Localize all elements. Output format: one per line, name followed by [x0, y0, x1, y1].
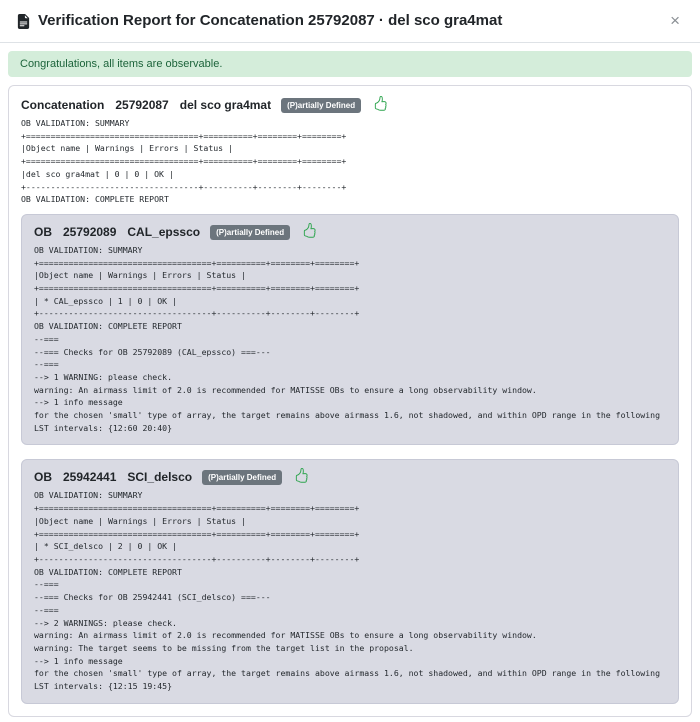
report-line: +-----------------------------------+----------+--------+--------+: [34, 553, 360, 564]
close-icon[interactable]: ×: [666, 10, 684, 31]
report-line: --===: [34, 604, 59, 615]
concatenation-name: del sco gra4mat: [179, 98, 272, 112]
ob-card-sci-delsco: [21, 459, 679, 703]
report-line: +-----------------------------------+----------+--------+--------+: [34, 308, 360, 319]
report-line: --> 1 WARNING: please check.: [34, 371, 173, 382]
ob-card-cal-epssco: [21, 214, 679, 446]
report-line: +===================================+==========+========+========+: [21, 130, 347, 141]
ob-type-label: OB: [34, 470, 52, 485]
report-line: --> 2 WARNINGS: please check.: [34, 617, 177, 628]
report-line: OB VALIDATION: SUMMARY: [34, 490, 143, 501]
modal-header: [0, 0, 700, 43]
report-line: for the chosen 'small' type of array, the target remains above airmass 1.6, not shadowed, and within OPD range in the following: [34, 668, 661, 679]
modal-title: Verification Report for Concatenation 25792087 · del sco gra4mat: [38, 12, 503, 29]
ob-id: 25942441: [63, 470, 117, 485]
report-line: --===: [34, 579, 59, 590]
status-badge: (P)artially Defined: [281, 98, 361, 113]
concatenation-validation-report: [21, 117, 679, 206]
report-line: +===================================+==========+========+========+: [34, 528, 360, 539]
ob-title-row: [34, 470, 666, 485]
report-line: for the chosen 'small' type of array, the target remains above airmass 1.6, not shadowed, and within OPD range in the following: [34, 410, 661, 421]
ob-title-row: [34, 225, 666, 240]
report-line: | * CAL_epssco | 1 | 0 | OK |: [34, 295, 177, 306]
thumbs-up-icon: [373, 96, 388, 111]
report-line: | * SCI_delsco | 2 | 0 | OK |: [34, 541, 177, 552]
concatenation-id: 25792087: [115, 98, 169, 112]
report-line: --> 1 info message: [34, 397, 123, 408]
report-line: warning: An airmass limit of 2.0 is recommended for MATISSE OBs to ensure a long observability window.: [34, 384, 537, 395]
report-line: |Object name | Warnings | Errors | Status |: [21, 143, 233, 154]
report-line: OB VALIDATION: SUMMARY: [21, 118, 130, 128]
ob-id: 25792089: [63, 224, 117, 239]
report-line: --> 1 info message: [34, 655, 123, 666]
ob-name: CAL_epssco: [127, 224, 201, 239]
report-line: --===: [34, 333, 59, 344]
report-line: LST intervals: {12:15 19:45}: [34, 681, 173, 692]
report-line: --=== Checks for OB 25942441 (SCI_delsco) ===---: [34, 592, 271, 603]
report-line: warning: An airmass limit of 2.0 is recommended for MATISSE OBs to ensure a long observability window.: [34, 630, 537, 641]
status-badge: (P)artially Defined: [210, 225, 290, 240]
report-line: +===================================+==========+========+========+: [34, 257, 360, 268]
report-line: |del sco gra4mat | 0 | 0 | OK |: [21, 168, 174, 179]
ob-validation-report: [34, 244, 666, 435]
report-document-icon: [16, 13, 31, 30]
report-line: |Object name | Warnings | Errors | Status |: [34, 515, 246, 526]
thumbs-up-icon: [302, 223, 317, 238]
concatenation-type-label: Concatenation: [21, 98, 105, 112]
report-line: OB VALIDATION: COMPLETE REPORT: [34, 566, 182, 577]
report-line: +===================================+==========+========+========+: [21, 156, 347, 167]
status-badge: (P)artially Defined: [202, 470, 282, 485]
report-line: --===: [34, 359, 59, 370]
report-line: |Object name | Warnings | Errors | Status |: [34, 270, 246, 281]
report-line: +===================================+==========+========+========+: [34, 283, 360, 294]
report-line: +-----------------------------------+----------+--------+--------+: [21, 181, 347, 192]
report-line: LST intervals: {12:60 20:40}: [34, 422, 173, 433]
report-line: +===================================+==========+========+========+: [34, 503, 360, 514]
ob-name: SCI_delsco: [127, 470, 193, 485]
concatenation-title-row: [21, 98, 679, 113]
ob-type-label: OB: [34, 224, 52, 239]
thumbs-up-icon: [294, 468, 309, 483]
report-line: warning: The target seems to be missing from the target list in the proposal.: [34, 642, 414, 653]
report-line: OB VALIDATION: COMPLETE REPORT: [21, 194, 169, 205]
report-line: OB VALIDATION: COMPLETE REPORT: [34, 321, 182, 332]
success-alert: Congratulations, all items are observable.: [8, 51, 692, 77]
concatenation-card: [8, 85, 692, 717]
ob-validation-report: [34, 489, 666, 692]
modal-body: [0, 43, 700, 722]
report-line: --=== Checks for OB 25792089 (CAL_epssco) ===---: [34, 346, 271, 357]
report-line: OB VALIDATION: SUMMARY: [34, 244, 143, 255]
